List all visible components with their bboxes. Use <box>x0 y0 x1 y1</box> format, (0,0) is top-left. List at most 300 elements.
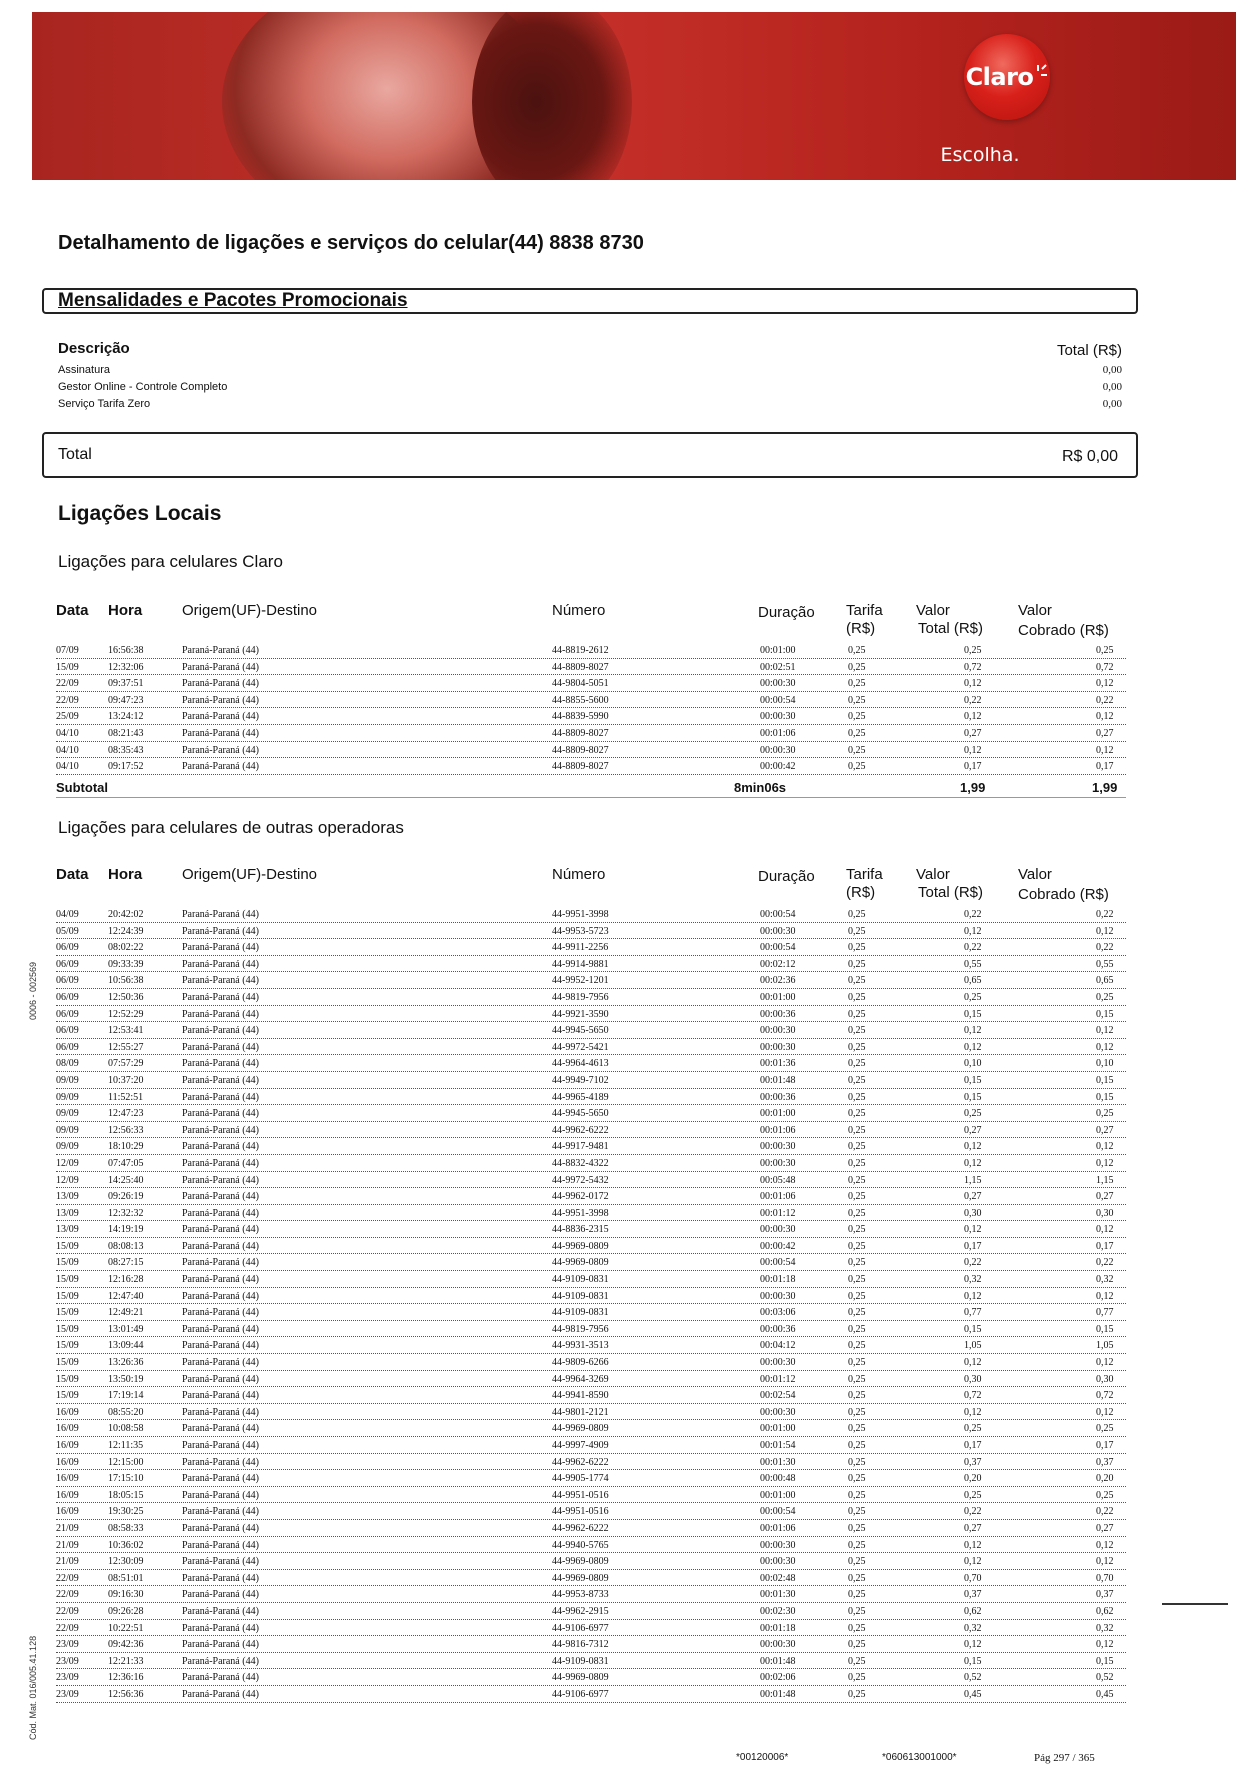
call-date: 22/09 <box>56 1605 79 1617</box>
table-row <box>56 939 1126 956</box>
call-origin: Paraná-Paraná (44) <box>182 1406 259 1418</box>
call-number: 44-9804-5051 <box>552 678 609 690</box>
call-charged: 0,12 <box>1096 1357 1114 1369</box>
call-rate: 0,25 <box>848 661 866 673</box>
col-hora: Hora <box>108 602 143 619</box>
call-duration: 00:02:48 <box>760 1572 796 1584</box>
total-label: Total <box>58 446 92 463</box>
call-total: 0,22 <box>964 942 982 954</box>
call-number: 44-9816-7312 <box>552 1639 609 1651</box>
call-total: 0,37 <box>964 1456 982 1468</box>
call-total: 0,72 <box>964 661 982 673</box>
mensalidades-box <box>42 288 1138 314</box>
call-charged: 0,12 <box>1096 925 1114 937</box>
call-date: 13/09 <box>56 1191 79 1203</box>
call-time: 12:47:23 <box>108 1108 144 1120</box>
page-number: Pág 297 / 365 <box>1034 1752 1095 1764</box>
col-duracao: Duração <box>758 604 815 621</box>
outras-heading: Ligações para celulares de outras operadoras <box>58 818 404 837</box>
call-origin: Paraná-Paraná (44) <box>182 1688 259 1700</box>
claro-subtotal <box>56 778 1126 798</box>
call-origin: Paraná-Paraná (44) <box>182 1041 259 1053</box>
col-origem: Origem(UF)-Destino <box>182 866 318 883</box>
call-origin: Paraná-Paraná (44) <box>182 1440 259 1451</box>
call-number: 44-9109-0831 <box>552 1290 609 1302</box>
call-origin: Paraná-Paraná (44) <box>182 1191 259 1203</box>
call-date: 04/09 <box>56 909 79 920</box>
table-row <box>56 1254 1126 1271</box>
col-tarifa-unit: (R$) <box>846 884 876 901</box>
call-time: 10:08:58 <box>108 1423 144 1435</box>
call-time: 18:10:29 <box>108 1141 144 1153</box>
call-number: 44-9964-4613 <box>552 1058 609 1070</box>
call-time: 12:49:21 <box>108 1307 144 1319</box>
call-duration: 00:00:30 <box>760 925 796 937</box>
call-time: 08:27:15 <box>108 1257 144 1269</box>
call-date: 09/09 <box>56 1141 79 1153</box>
header-banner <box>32 12 1236 180</box>
call-time: 12:36:16 <box>108 1672 144 1684</box>
call-number: 44-8809-8027 <box>552 661 609 673</box>
call-origin: Paraná-Paraná (44) <box>182 1473 259 1485</box>
call-rate: 0,25 <box>848 645 866 656</box>
call-charged: 0,22 <box>1096 909 1114 920</box>
call-date: 25/09 <box>56 711 79 723</box>
call-date: 15/09 <box>56 1257 79 1269</box>
call-origin: Paraná-Paraná (44) <box>182 1091 259 1103</box>
call-date: 22/09 <box>56 1572 79 1584</box>
call-number: 44-9949-7102 <box>552 1074 609 1086</box>
call-duration: 00:04:12 <box>760 1340 796 1352</box>
call-date: 23/09 <box>56 1655 79 1667</box>
table-row <box>56 1122 1126 1139</box>
call-duration: 00:02:54 <box>760 1390 796 1402</box>
call-duration: 00:00:30 <box>760 1539 796 1551</box>
call-total: 0,17 <box>964 1240 982 1252</box>
call-number: 44-9962-6222 <box>552 1124 609 1136</box>
call-duration: 00:01:54 <box>760 1440 796 1451</box>
call-date: 06/09 <box>56 975 79 987</box>
call-date: 16/09 <box>56 1489 79 1501</box>
call-origin: Paraná-Paraná (44) <box>182 1572 259 1584</box>
col-tarifa: Tarifa <box>846 866 883 883</box>
call-charged: 0,20 <box>1096 1473 1114 1485</box>
call-origin: Paraná-Paraná (44) <box>182 744 259 756</box>
call-origin: Paraná-Paraná (44) <box>182 1174 259 1186</box>
call-origin: Paraná-Paraná (44) <box>182 1672 259 1684</box>
call-origin: Paraná-Paraná (44) <box>182 1257 259 1269</box>
table-row <box>56 1172 1126 1189</box>
call-time: 09:33:39 <box>108 958 144 970</box>
call-rate: 0,25 <box>848 1605 866 1617</box>
table-row <box>56 758 1126 775</box>
col-data: Data <box>56 866 89 883</box>
call-charged: 0,70 <box>1096 1572 1114 1584</box>
call-total: 0,25 <box>964 645 982 656</box>
call-time: 12:55:27 <box>108 1041 144 1053</box>
table-row <box>56 1487 1126 1504</box>
call-rate: 0,25 <box>848 1340 866 1352</box>
call-origin: Paraná-Paraná (44) <box>182 925 259 937</box>
call-duration: 00:01:18 <box>760 1274 796 1286</box>
call-total: 0,77 <box>964 1307 982 1319</box>
call-rate: 0,25 <box>848 1688 866 1700</box>
call-duration: 00:00:36 <box>760 1323 796 1335</box>
call-duration: 00:00:30 <box>760 1556 796 1568</box>
table-row <box>56 1288 1126 1305</box>
call-rate: 0,25 <box>848 1307 866 1319</box>
call-time: 09:26:19 <box>108 1191 144 1203</box>
call-charged: 0,12 <box>1096 1556 1114 1568</box>
call-duration: 00:00:30 <box>760 1290 796 1302</box>
table-row <box>56 675 1126 692</box>
call-charged: 0,12 <box>1096 711 1114 723</box>
call-duration: 00:00:36 <box>760 1008 796 1020</box>
call-total: 0,15 <box>964 1074 982 1086</box>
call-origin: Paraná-Paraná (44) <box>182 1357 259 1369</box>
table-row <box>56 1337 1126 1354</box>
call-total: 0,12 <box>964 1224 982 1236</box>
call-charged: 0,27 <box>1096 1522 1114 1534</box>
call-date: 09/09 <box>56 1124 79 1136</box>
call-total: 0,12 <box>964 678 982 690</box>
call-charged: 0,12 <box>1096 1406 1114 1418</box>
call-charged: 0,72 <box>1096 1390 1114 1402</box>
call-origin: Paraná-Paraná (44) <box>182 958 259 970</box>
call-charged: 0,22 <box>1096 942 1114 954</box>
call-total: 0,10 <box>964 1058 982 1070</box>
table-row <box>56 1404 1126 1421</box>
mensalidade-row <box>58 398 1122 414</box>
call-number: 44-9914-9881 <box>552 958 609 970</box>
call-origin: Paraná-Paraná (44) <box>182 1224 259 1236</box>
call-rate: 0,25 <box>848 1323 866 1335</box>
call-charged: 0,25 <box>1096 1489 1114 1501</box>
call-origin: Paraná-Paraná (44) <box>182 1307 259 1319</box>
call-total: 0,25 <box>964 1423 982 1435</box>
call-duration: 00:01:36 <box>760 1058 796 1070</box>
call-total: 0,52 <box>964 1672 982 1684</box>
call-rate: 0,25 <box>848 1440 866 1451</box>
mensalidade-row <box>58 364 1122 380</box>
call-rate: 0,25 <box>848 1124 866 1136</box>
call-number: 44-9917-9481 <box>552 1141 609 1153</box>
call-date: 21/09 <box>56 1522 79 1534</box>
call-duration: 00:00:30 <box>760 1041 796 1053</box>
call-rate: 0,25 <box>848 1091 866 1103</box>
table-row <box>56 1636 1126 1653</box>
call-number: 44-9953-5723 <box>552 925 609 937</box>
call-origin: Paraná-Paraná (44) <box>182 1605 259 1617</box>
call-total: 0,15 <box>964 1091 982 1103</box>
call-total: 0,12 <box>964 1539 982 1551</box>
call-number: 44-8809-8027 <box>552 761 609 773</box>
call-origin: Paraná-Paraná (44) <box>182 1074 259 1086</box>
mensalidade-row <box>58 381 1122 397</box>
call-total: 0,12 <box>964 711 982 723</box>
call-time: 13:24:12 <box>108 711 144 723</box>
slogan: Escolha. <box>940 144 1020 166</box>
call-duration: 00:02:12 <box>760 958 796 970</box>
call-rate: 0,25 <box>848 1655 866 1667</box>
call-time: 10:22:51 <box>108 1622 144 1634</box>
banner-photo-hair <box>472 12 632 180</box>
call-charged: 0,15 <box>1096 1074 1114 1086</box>
call-origin: Paraná-Paraná (44) <box>182 975 259 987</box>
call-total: 0,12 <box>964 744 982 756</box>
outras-table-body <box>56 906 1126 1703</box>
call-charged: 0,30 <box>1096 1373 1114 1385</box>
call-time: 10:37:20 <box>108 1074 144 1086</box>
call-charged: 0,15 <box>1096 1091 1114 1103</box>
call-total: 0,22 <box>964 694 982 706</box>
call-time: 12:56:36 <box>108 1688 144 1700</box>
call-duration: 00:02:30 <box>760 1605 796 1617</box>
call-origin: Paraná-Paraná (44) <box>182 1489 259 1501</box>
call-charged: 0,25 <box>1096 1423 1114 1435</box>
call-number: 44-9965-4189 <box>552 1091 609 1103</box>
table-row <box>56 692 1126 709</box>
call-rate: 0,25 <box>848 1572 866 1584</box>
table-row <box>56 906 1126 923</box>
call-duration: 00:01:06 <box>760 1124 796 1136</box>
table-row <box>56 1520 1126 1537</box>
call-number: 44-9953-8733 <box>552 1589 609 1601</box>
call-duration: 00:01:00 <box>760 1108 796 1120</box>
call-duration: 00:01:48 <box>760 1074 796 1086</box>
call-rate: 0,25 <box>848 1074 866 1086</box>
call-number: 44-9972-5421 <box>552 1041 609 1053</box>
call-time: 08:08:13 <box>108 1240 144 1252</box>
call-origin: Paraná-Paraná (44) <box>182 1058 259 1070</box>
call-charged: 0,12 <box>1096 1141 1114 1153</box>
table-row <box>56 708 1126 725</box>
table-row <box>56 1055 1126 1072</box>
call-duration: 00:01:18 <box>760 1622 796 1634</box>
call-charged: 0,17 <box>1096 1440 1114 1451</box>
call-rate: 0,25 <box>848 1373 866 1385</box>
call-duration: 00:00:42 <box>760 761 796 773</box>
call-rate: 0,25 <box>848 761 866 773</box>
call-date: 06/09 <box>56 1008 79 1020</box>
table-row <box>56 1669 1126 1686</box>
call-origin: Paraná-Paraná (44) <box>182 1556 259 1568</box>
call-number: 44-9931-3513 <box>552 1340 609 1352</box>
call-rate: 0,25 <box>848 1257 866 1269</box>
call-total: 0,27 <box>964 727 982 739</box>
call-charged: 0,27 <box>1096 727 1114 739</box>
call-duration: 00:01:00 <box>760 1423 796 1435</box>
call-number: 44-9109-0831 <box>552 1307 609 1319</box>
call-time: 12:21:33 <box>108 1655 144 1667</box>
call-rate: 0,25 <box>848 909 866 920</box>
call-charged: 0,27 <box>1096 1191 1114 1203</box>
table-row <box>56 1039 1126 1056</box>
call-date: 16/09 <box>56 1440 79 1451</box>
call-time: 14:19:19 <box>108 1224 144 1236</box>
call-number: 44-9969-0809 <box>552 1423 609 1435</box>
call-time: 09:26:28 <box>108 1605 144 1617</box>
call-duration: 00:03:06 <box>760 1307 796 1319</box>
col-duracao: Duração <box>758 868 815 885</box>
call-total: 0,22 <box>964 1506 982 1518</box>
call-number: 44-9952-1201 <box>552 975 609 987</box>
call-number: 44-9964-3269 <box>552 1373 609 1385</box>
call-duration: 00:02:36 <box>760 975 796 987</box>
call-origin: Paraná-Paraná (44) <box>182 909 259 920</box>
call-number: 44-9106-6977 <box>552 1622 609 1634</box>
call-rate: 0,25 <box>848 925 866 937</box>
call-date: 15/09 <box>56 1290 79 1302</box>
subtotal-label: Subtotal <box>56 780 108 795</box>
table-row <box>56 1006 1126 1023</box>
call-charged: 0,12 <box>1096 1639 1114 1651</box>
call-origin: Paraná-Paraná (44) <box>182 942 259 954</box>
call-rate: 0,25 <box>848 1622 866 1634</box>
call-number: 44-8809-8027 <box>552 744 609 756</box>
col-origem: Origem(UF)-Destino <box>182 602 318 619</box>
table-row <box>56 1686 1126 1703</box>
call-time: 09:37:51 <box>108 678 144 690</box>
call-duration: 00:00:36 <box>760 1091 796 1103</box>
call-number: 44-9997-4909 <box>552 1440 609 1451</box>
call-total: 0,65 <box>964 975 982 987</box>
call-duration: 00:00:54 <box>760 909 796 920</box>
footer-code-2: *060613001000* <box>882 1752 957 1763</box>
table-row <box>56 1454 1126 1471</box>
call-date: 13/09 <box>56 1207 79 1219</box>
call-duration: 00:00:30 <box>760 1406 796 1418</box>
call-charged: 0,37 <box>1096 1589 1114 1601</box>
call-total: 0,25 <box>964 1108 982 1120</box>
col-tarifa-unit: (R$) <box>846 620 876 637</box>
call-origin: Paraná-Paraná (44) <box>182 727 259 739</box>
call-duration: 00:00:30 <box>760 678 796 690</box>
col-valor-total-2: Total (R$) <box>918 620 984 637</box>
table-row <box>56 972 1126 989</box>
call-date: 08/09 <box>56 1058 79 1070</box>
call-time: 10:56:38 <box>108 975 144 987</box>
call-date: 22/09 <box>56 1622 79 1634</box>
call-charged: 0,12 <box>1096 1224 1114 1236</box>
call-duration: 00:01:12 <box>760 1373 796 1385</box>
call-date: 06/09 <box>56 1041 79 1053</box>
call-number: 44-8836-2315 <box>552 1224 609 1236</box>
call-duration: 00:01:06 <box>760 1191 796 1203</box>
call-duration: 00:02:06 <box>760 1672 796 1684</box>
table-row <box>56 1354 1126 1371</box>
call-total: 0,22 <box>964 1257 982 1269</box>
call-number: 44-9819-7956 <box>552 991 609 1003</box>
call-time: 18:05:15 <box>108 1489 144 1501</box>
call-time: 17:15:10 <box>108 1473 144 1485</box>
call-origin: Paraná-Paraná (44) <box>182 711 259 723</box>
call-number: 44-9940-5765 <box>552 1539 609 1551</box>
table-row <box>56 1089 1126 1106</box>
call-rate: 0,25 <box>848 1191 866 1203</box>
call-origin: Paraná-Paraná (44) <box>182 1108 259 1120</box>
call-rate: 0,25 <box>848 711 866 723</box>
call-charged: 0,72 <box>1096 661 1114 673</box>
call-origin: Paraná-Paraná (44) <box>182 1157 259 1169</box>
call-time: 12:47:40 <box>108 1290 144 1302</box>
call-time: 17:19:14 <box>108 1390 144 1402</box>
call-origin: Paraná-Paraná (44) <box>182 678 259 690</box>
call-total: 0,17 <box>964 1440 982 1451</box>
call-number: 44-9969-0809 <box>552 1257 609 1269</box>
call-origin: Paraná-Paraná (44) <box>182 1655 259 1667</box>
call-origin: Paraná-Paraná (44) <box>182 1025 259 1037</box>
call-duration: 00:00:30 <box>760 1224 796 1236</box>
call-date: 15/09 <box>56 1340 79 1352</box>
call-date: 06/09 <box>56 942 79 954</box>
call-number: 44-9109-0831 <box>552 1274 609 1286</box>
mensalidade-desc: Gestor Online - Controle Completo <box>58 381 228 393</box>
call-total: 0,37 <box>964 1589 982 1601</box>
table-row <box>56 1238 1126 1255</box>
call-rate: 0,25 <box>848 1506 866 1518</box>
call-total: 0,12 <box>964 1556 982 1568</box>
call-date: 06/09 <box>56 958 79 970</box>
call-total: 0,20 <box>964 1473 982 1485</box>
col-valor-cobrado: Valor <box>1018 866 1052 883</box>
call-rate: 0,25 <box>848 1357 866 1369</box>
call-time: 20:42:02 <box>108 909 144 920</box>
call-date: 04/10 <box>56 761 79 773</box>
call-duration: 00:00:54 <box>760 1506 796 1518</box>
call-rate: 0,25 <box>848 1157 866 1169</box>
subtotal-cobrado: 1,99 <box>1092 780 1118 795</box>
call-date: 16/09 <box>56 1473 79 1485</box>
call-time: 12:24:39 <box>108 925 144 937</box>
side-mark <box>1162 1603 1228 1605</box>
call-charged: 0,27 <box>1096 1124 1114 1136</box>
call-date: 06/09 <box>56 1025 79 1037</box>
call-total: 0,12 <box>964 1357 982 1369</box>
call-number: 44-9106-6977 <box>552 1688 609 1700</box>
call-number: 44-9941-8590 <box>552 1390 609 1402</box>
call-rate: 0,25 <box>848 727 866 739</box>
call-number: 44-9962-0172 <box>552 1191 609 1203</box>
call-duration: 00:01:06 <box>760 727 796 739</box>
call-time: 12:32:06 <box>108 661 144 673</box>
call-date: 16/09 <box>56 1406 79 1418</box>
call-time: 08:58:33 <box>108 1522 144 1534</box>
call-charged: 0,77 <box>1096 1307 1114 1319</box>
call-origin: Paraná-Paraná (44) <box>182 1274 259 1286</box>
call-date: 15/09 <box>56 661 79 673</box>
call-time: 08:55:20 <box>108 1406 144 1418</box>
side-code-top: 0006 - 002569 <box>28 961 38 1020</box>
call-total: 0,12 <box>964 1639 982 1651</box>
call-rate: 0,25 <box>848 1672 866 1684</box>
call-charged: 0,22 <box>1096 1506 1114 1518</box>
call-date: 15/09 <box>56 1357 79 1369</box>
call-duration: 00:00:54 <box>760 1257 796 1269</box>
call-total: 0,62 <box>964 1605 982 1617</box>
table-row <box>56 1205 1126 1222</box>
mensalidade-amount: 0,00 <box>1102 364 1122 376</box>
call-number: 44-8819-2612 <box>552 645 609 656</box>
call-time: 12:15:00 <box>108 1456 144 1468</box>
call-rate: 0,25 <box>848 1174 866 1186</box>
call-date: 21/09 <box>56 1539 79 1551</box>
call-number: 44-8839-5990 <box>552 711 609 723</box>
call-date: 04/10 <box>56 744 79 756</box>
call-date: 15/09 <box>56 1373 79 1385</box>
call-total: 0,32 <box>964 1622 982 1634</box>
call-origin: Paraná-Paraná (44) <box>182 1141 259 1153</box>
